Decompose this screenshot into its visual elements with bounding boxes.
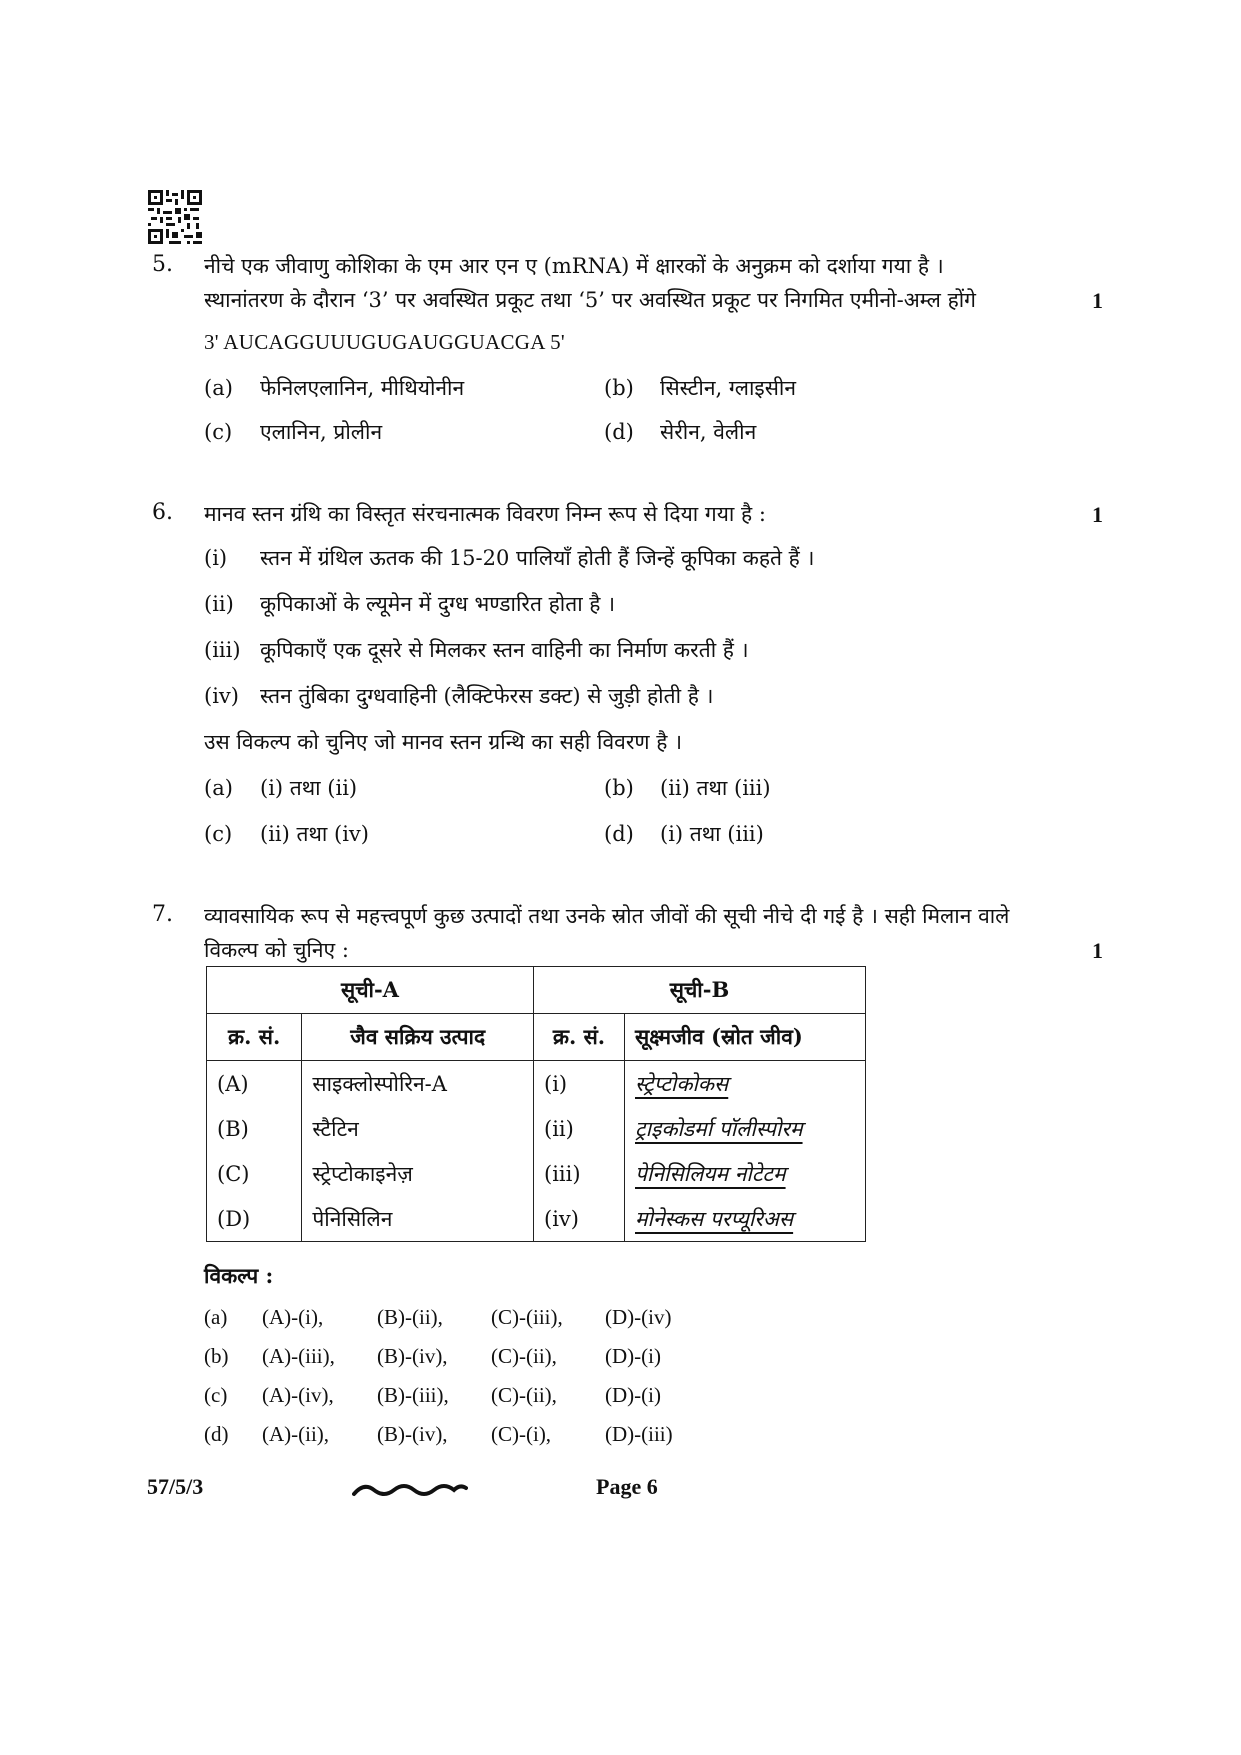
option-c bbox=[204, 418, 382, 446]
choice-label: (a) bbox=[204, 1305, 228, 1329]
option-text: एलानिन, प्रोलीन bbox=[260, 420, 383, 444]
option-a bbox=[204, 374, 464, 402]
option-text: फेनिलएलानिन, मीथियोनीन bbox=[260, 376, 465, 400]
choice-match: (B)-(ii), bbox=[377, 1305, 443, 1329]
choice-match: (A)-(i), bbox=[262, 1305, 324, 1329]
microbe-name: मोनेस्कस परप्यूरिअस bbox=[635, 1206, 794, 1231]
column-header: सूक्ष्मजीव (स्रोत जीव) bbox=[625, 1014, 866, 1061]
table-cell: साइक्लोस्पोरिन-A bbox=[302, 1061, 534, 1107]
choice-match: (D)-(i) bbox=[605, 1344, 661, 1368]
statement-label: (iii) bbox=[204, 638, 241, 662]
statement-text: स्तन में ग्रंथिल ऊतक की 15-20 पालियाँ होती हैं जिन्हें कूपिका कहते हैं । bbox=[260, 546, 815, 570]
marks: 1 bbox=[1092, 502, 1103, 527]
choice-label: (b) bbox=[204, 1344, 229, 1368]
question-instruction: उस विकल्प को चुनिए जो मानव स्तन ग्रन्थि का सही विवरण है । bbox=[204, 730, 683, 754]
option-label: (d) bbox=[604, 420, 634, 444]
table-cell: (iv) bbox=[534, 1196, 625, 1242]
microbe-name: पेनिसिलियम नोटेटम bbox=[635, 1161, 786, 1186]
choice-match: (A)-(iv), bbox=[262, 1383, 334, 1407]
choice-match: (A)-(ii), bbox=[262, 1422, 330, 1446]
question-text-line-1: व्यावसायिक रूप से महत्त्वपूर्ण कुछ उत्पादों तथा उनके स्रोत जीवों की सूची नीचे दी गई है । सही मिलान वाले bbox=[204, 904, 1010, 928]
option-text: सिस्टीन, ग्लाइसीन bbox=[660, 376, 797, 400]
choice-match: (B)-(iii), bbox=[377, 1383, 449, 1407]
statement-iii bbox=[204, 636, 749, 664]
statement-text: स्तन तुंबिका दुग्धवाहिनी (लैक्टिफेरस डक्ट) से जुड़ी होती है । bbox=[260, 684, 714, 708]
table-subheader-row bbox=[207, 1014, 866, 1061]
option-c bbox=[204, 820, 369, 848]
table-cell: स्ट्रेप्टोकाइनेज़ bbox=[302, 1151, 534, 1196]
choice-match: (D)-(iv) bbox=[605, 1305, 672, 1329]
table-row bbox=[207, 1106, 866, 1151]
choice-match: (C)-(ii), bbox=[491, 1344, 557, 1368]
option-label: (c) bbox=[204, 420, 233, 444]
question-text-line-1: नीचे एक जीवाणु कोशिका के एम आर एन ए (mRNA) में क्षारकों के अनुक्रम को दर्शाया गया है । bbox=[204, 254, 944, 278]
option-d bbox=[604, 820, 764, 848]
statement-label: (i) bbox=[204, 546, 228, 570]
page-number: Page 6 bbox=[596, 1474, 658, 1499]
option-label: (b) bbox=[604, 376, 634, 400]
column-header: क्र. सं. bbox=[207, 1014, 302, 1061]
table-cell: (C) bbox=[207, 1151, 302, 1196]
marks: 1 bbox=[1092, 938, 1103, 963]
column-header: क्र. सं. bbox=[534, 1014, 625, 1061]
table-row bbox=[207, 1061, 866, 1107]
matching-table bbox=[206, 966, 866, 1242]
choice-match: (D)-(iii) bbox=[605, 1422, 673, 1446]
choice-match: (C)-(i), bbox=[491, 1422, 552, 1446]
choices-list bbox=[204, 1305, 705, 1461]
statement-ii bbox=[204, 590, 615, 618]
option-text: (i) तथा (ii) bbox=[260, 776, 358, 800]
option-label: (a) bbox=[204, 376, 233, 400]
choice-match: (C)-(ii), bbox=[491, 1383, 557, 1407]
choice-d bbox=[204, 1422, 705, 1461]
microbe-name: ट्राइकोडर्मा पॉलीस्पोरम bbox=[635, 1116, 803, 1141]
statement-iv bbox=[204, 682, 714, 710]
column-header: जैव सक्रिय उत्पाद bbox=[302, 1014, 534, 1061]
option-label: (c) bbox=[204, 822, 233, 846]
table-cell: (ii) bbox=[534, 1106, 625, 1151]
wave-ornament-icon bbox=[352, 1480, 468, 1500]
table-cell: (B) bbox=[207, 1106, 302, 1151]
microbe-name: स्ट्रेप्टोकोकस bbox=[635, 1071, 729, 1096]
choice-match: (D)-(i) bbox=[605, 1383, 661, 1407]
table-cell: पेनिसिलिन bbox=[302, 1196, 534, 1242]
statement-label: (ii) bbox=[204, 592, 234, 616]
option-b bbox=[604, 374, 796, 402]
choice-label: (d) bbox=[204, 1422, 229, 1446]
statement-label: (iv) bbox=[204, 684, 239, 708]
table-cell: (A) bbox=[207, 1061, 302, 1107]
statement-i bbox=[204, 544, 814, 572]
question-text-line-2: विकल्प को चुनिए : bbox=[204, 938, 349, 962]
option-text: सेरीन, वेलीन bbox=[660, 420, 757, 444]
choice-b bbox=[204, 1344, 705, 1383]
choice-label: (c) bbox=[204, 1383, 228, 1407]
question-number: 5. bbox=[152, 252, 173, 277]
choice-a bbox=[204, 1305, 705, 1344]
statement-text: कूपिकाओं के ल्यूमेन में दुग्ध भण्डारित होता है । bbox=[260, 592, 616, 616]
table-cell: (i) bbox=[534, 1061, 625, 1107]
question-text-line-2: स्थानांतरण के दौरान ‘3’ पर अवस्थित प्रकूट तथा ‘5’ पर अवस्थित प्रकूट पर निगमित एमीनो-अम्ल होंगे bbox=[204, 288, 976, 312]
table-cell: स्टैटिन bbox=[302, 1106, 534, 1151]
table-row bbox=[207, 1151, 866, 1196]
question-stem: मानव स्तन ग्रंथि का विस्तृत संरचनात्मक विवरण निम्न रूप से दिया गया है : bbox=[204, 502, 766, 526]
list-a-heading: सूची-A bbox=[207, 967, 534, 1014]
statement-text: कूपिकाएँ एक दूसरे से मिलकर स्तन वाहिनी का निर्माण करती हैं । bbox=[260, 638, 749, 662]
mrna-sequence: 3' AUCAGGUUUGUGAUGGUACGA 5' bbox=[204, 330, 566, 354]
list-b-heading: सूची-B bbox=[534, 967, 866, 1014]
option-d bbox=[604, 418, 756, 446]
option-text: (i) तथा (iii) bbox=[660, 822, 764, 846]
choice-match: (C)-(iii), bbox=[491, 1305, 563, 1329]
table-cell bbox=[625, 1106, 866, 1151]
question-number: 6. bbox=[152, 500, 173, 525]
marks: 1 bbox=[1092, 288, 1103, 313]
table-row bbox=[207, 1196, 866, 1242]
option-label: (a) bbox=[204, 776, 233, 800]
table-cell: (iii) bbox=[534, 1151, 625, 1196]
option-a bbox=[204, 774, 357, 802]
table-cell bbox=[625, 1196, 866, 1242]
question-number: 7. bbox=[152, 902, 173, 927]
choice-match: (B)-(iv), bbox=[377, 1422, 448, 1446]
table-cell bbox=[625, 1061, 866, 1107]
choices-heading: विकल्प : bbox=[204, 1263, 274, 1288]
choice-c bbox=[204, 1383, 705, 1422]
option-text: (ii) तथा (iv) bbox=[260, 822, 369, 846]
qr-code-icon bbox=[148, 190, 202, 244]
option-b bbox=[604, 774, 771, 802]
choice-match: (B)-(iv), bbox=[377, 1344, 448, 1368]
table-header-row bbox=[207, 967, 866, 1014]
table-cell bbox=[625, 1151, 866, 1196]
option-label: (d) bbox=[604, 822, 634, 846]
table-cell: (D) bbox=[207, 1196, 302, 1242]
option-label: (b) bbox=[604, 776, 634, 800]
choice-match: (A)-(iii), bbox=[262, 1344, 335, 1368]
option-text: (ii) तथा (iii) bbox=[660, 776, 771, 800]
paper-code: 57/5/3 bbox=[147, 1474, 204, 1499]
